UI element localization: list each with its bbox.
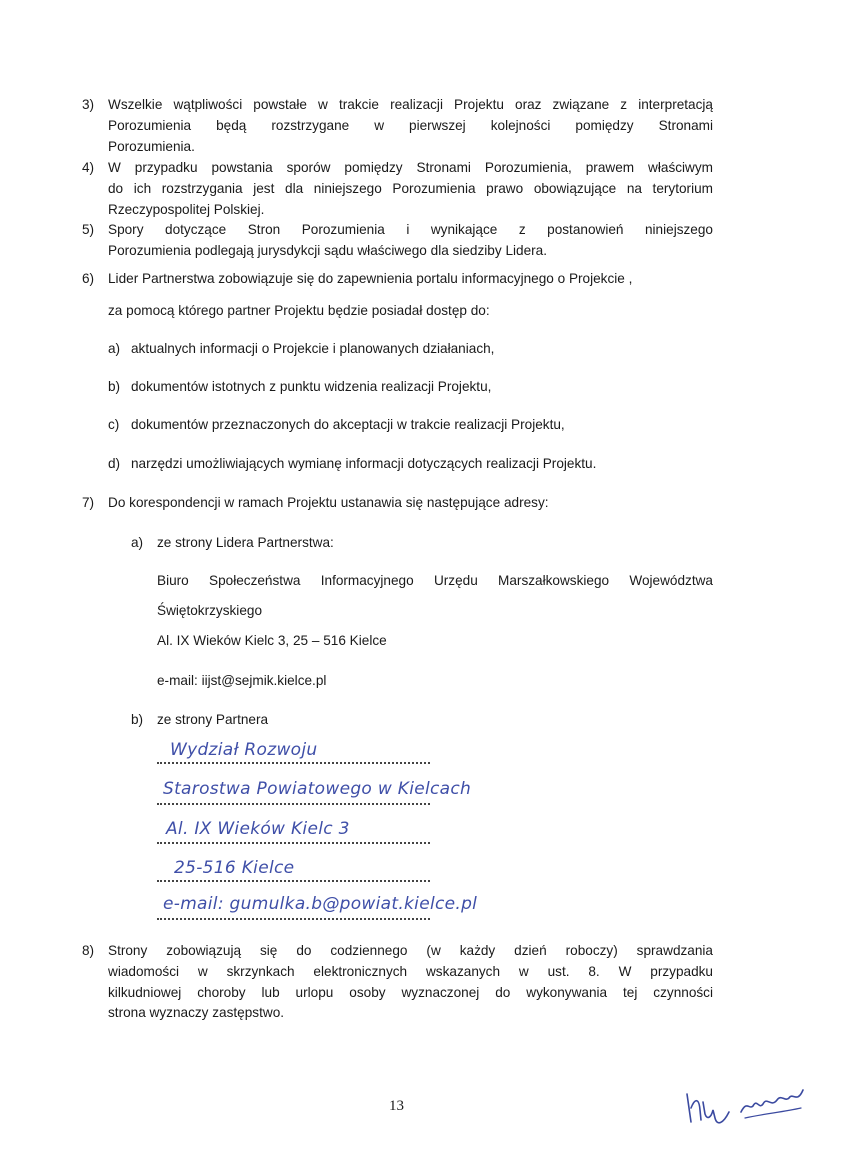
fill-in-line (157, 880, 430, 882)
list-item-letter: a) (108, 341, 121, 356)
paragraph-8-line: Strony zobowiązują się do codziennego (w każdy dzień roboczy) sprawdzania (108, 943, 713, 958)
paragraph-3-line: Porozumienia będą rozstrzygane w pierwszej kolejności pomiędzy Stronami (108, 118, 713, 133)
list-item-letter: b) (131, 712, 144, 727)
paragraph-5-number: 5) (82, 222, 95, 237)
list-item: narzędzi umożliwiających wymianę informacji dotyczących realizacji Projektu. (131, 456, 597, 471)
list-item: dokumentów przeznaczonych do akceptacji w trakcie realizacji Projektu, (131, 417, 565, 432)
fill-in-line (157, 842, 430, 844)
partner-handwritten-line: Al. IX Wieków Kielc 3 (166, 819, 350, 839)
paragraph-6-number: 6) (82, 271, 95, 286)
partner-handwritten-line: 25-516 Kielce (174, 858, 295, 878)
paragraph-5-line: Spory dotyczące Stron Porozumienia i wynikające z postanowień niniejszego (108, 222, 713, 237)
list-item: aktualnych informacji o Projekcie i planowanych działaniach, (131, 341, 495, 356)
leader-institution: Świętokrzyskiego (157, 603, 263, 618)
paragraph-5-line: Porozumienia podlegają jurysdykcji sądu właściwego dla siedziby Lidera. (108, 243, 548, 258)
leader-email: e-mail: iijst@sejmik.kielce.pl (157, 673, 327, 688)
paragraph-8-line: strona wyznaczy zastępstwo. (108, 1005, 285, 1020)
page-number: 13 (389, 1098, 404, 1114)
paragraph-7-number: 7) (82, 495, 95, 510)
partner-handwritten-line: e-mail: gumulka.b@powiat.kielce.pl (163, 894, 478, 914)
list-item: dokumentów istotnych z punktu widzenia realizacji Projektu, (131, 379, 492, 394)
paragraph-3-line: Porozumienia. (108, 139, 195, 154)
leader-address: Al. IX Wieków Kielc 3, 25 – 516 Kielce (157, 633, 387, 648)
initials-signature (683, 1080, 813, 1130)
paragraph-8-line: wiadomości w skrzynkach elektronicznych wskazanych w ust. 8. W przypadku (108, 964, 713, 979)
fill-in-line (157, 803, 430, 805)
leader-institution: Biuro Społeczeństwa Informacyjnego Urzędu Marszałkowskiego Województwa (157, 573, 713, 588)
partner-label: ze strony Partnera (157, 712, 269, 727)
paragraph-3-line: Wszelkie wątpliwości powstałe w trakcie realizacji Projektu oraz związane z interpretacją (108, 97, 713, 112)
paragraph-6-line: Lider Partnerstwa zobowiązuje się do zapewnienia portalu informacyjnego o Projekcie , (108, 271, 633, 286)
paragraph-4-line: Rzeczypospolitej Polskiej. (108, 202, 265, 217)
paragraph-8-number: 8) (82, 943, 95, 958)
paragraph-6-line: za pomocą którego partner Projektu będzie posiadał dostęp do: (108, 303, 490, 318)
paragraph-3-number: 3) (82, 97, 95, 112)
list-item-letter: c) (108, 417, 120, 432)
list-item-letter: a) (131, 535, 144, 550)
fill-in-line (157, 762, 430, 764)
paragraph-4-line: W przypadku powstania sporów pomiędzy Stronami Porozumienia, prawem właściwym (108, 160, 713, 175)
paragraph-7-line: Do korespondencji w ramach Projektu ustanawia się następujące adresy: (108, 495, 549, 510)
list-item-letter: b) (108, 379, 121, 394)
fill-in-line (157, 918, 430, 920)
leader-label: ze strony Lidera Partnerstwa: (157, 535, 334, 550)
partner-handwritten-line: Wydział Rozwoju (170, 740, 318, 760)
paragraph-4-line: do ich rozstrzygania jest dla niniejszego Porozumienia prawo obowiązujące na terytorium (108, 181, 713, 196)
partner-handwritten-line: Starostwa Powiatowego w Kielcach (163, 779, 472, 799)
paragraph-8-line: kilkudniowej choroby lub urlopu osoby wyznaczonej do wykonywania tej czynności (108, 985, 713, 1000)
list-item-letter: d) (108, 456, 121, 471)
paragraph-4-number: 4) (82, 160, 95, 175)
